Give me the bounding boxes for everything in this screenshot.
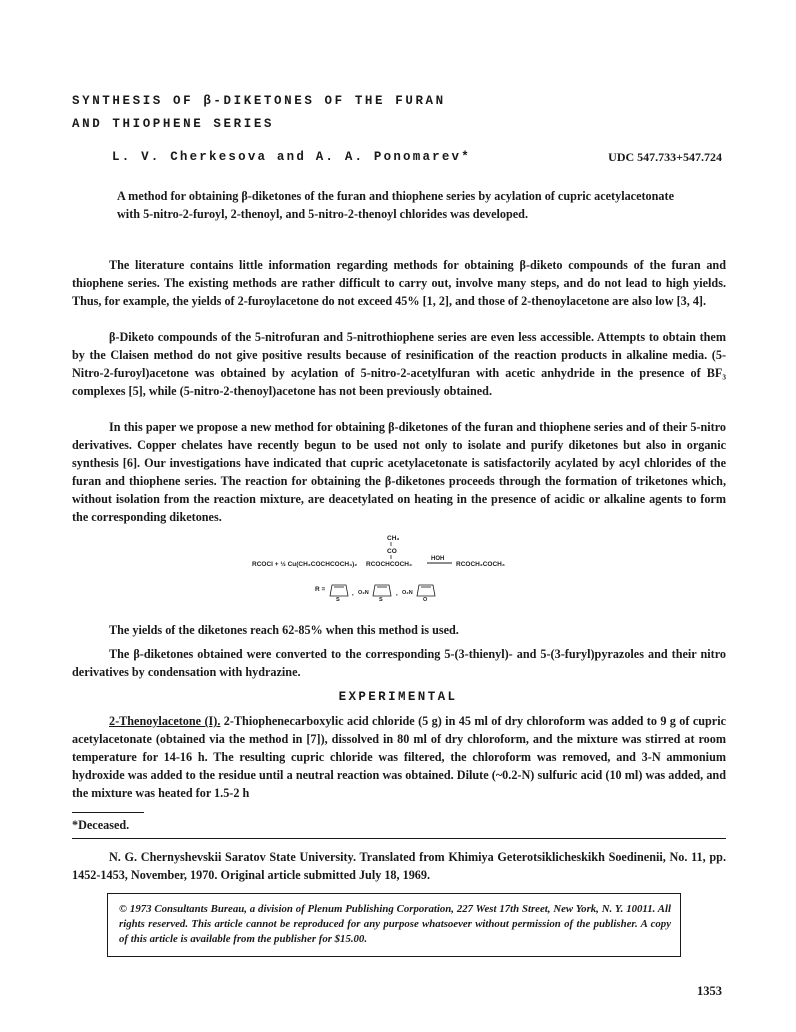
scheme-reactant: RCOCl + ½ Cu(CH₃COCHCOCH₃)₂	[252, 561, 358, 568]
affiliation-rule	[72, 838, 726, 839]
ring-o: O	[423, 597, 428, 603]
svg-text:,: ,	[352, 591, 354, 597]
paragraph-2: β-Diketo compounds of the 5-nitrofuran and 5-nitrothiophene series are even less accessible. Attempts to obtain them by the Claisen method do not give positive results because of resinification of the reaction products in alkaline media. (5-Nitro-2-furoyl)acetone was obtained by acylation of 5-nitro-2-acetylfuran with acetic anhydride in the presence of BF₃ complexes [5], while (5-nitro-2-thenoyl)acetone has not been previously obtained.	[72, 330, 726, 398]
pyrazole-text: The β-diketones obtained were converted to the corresponding 5-(3-thienyl)- and 5-(3-furyl)pyrazoles and their nitro derivatives by condensation with hydrazine.	[72, 647, 726, 679]
paragraph-1: The literature contains little information regarding methods for obtaining β-diketo compounds of the furan and thiophene series. The existing methods are rather difficult to carry out, involve many steps, and do not lead to high yields. Thus, for example, the yields of 2-furoylacetone do not exceed 45% [1, 2], and those of 2-thenoylacetone are also low [3, 4].	[72, 258, 726, 308]
footnote-rule	[72, 812, 144, 813]
scheme-ch3: CH₃	[387, 535, 400, 542]
ring-s-1: S	[336, 597, 340, 603]
reaction-scheme	[250, 528, 570, 628]
ring-s-2: S	[379, 597, 383, 603]
udc-code: UDC 547.733+547.724	[608, 150, 722, 164]
scheme-co: CO	[387, 548, 397, 555]
copyright-notice: © 1973 Consultants Bureau, a division of Plenum Publishing Corporation, 227 West 17th Street, New York, N. Y. 10011. All rights reserved. This article cannot be reproduced for any purpose whatsoever without permission of the publisher. A copy of this article is available from the publisher for $15.00.	[119, 903, 671, 945]
experimental-heading: EXPERIMENTAL	[338, 690, 458, 704]
authors: L. V. Cherkesova and A. A. Ponomarev*	[112, 150, 471, 164]
scheme-r-label: R =	[315, 586, 326, 593]
experimental-paragraph	[72, 712, 726, 802]
scheme-reagent: HOH	[431, 556, 445, 562]
footnote: *Deceased.	[72, 818, 130, 832]
o2n-1: O₂N	[358, 590, 369, 596]
experimental-body: 2-Thiophenecarboxylic acid chloride (5 g) in 45 ml of dry chloroform was added to 9 g of cupric acetylacetonate (obtained via the method in [7]), dissolved in 80 ml of dry chloroform, and the mixture was stirred at room temperature for 14-16 h. The resulting cupric chloride was filtered, the chloroform was removed, and 3-N ammonium hydroxide was added to the residue until a neutral reaction was obtained. Dilute (~0.2-N) sulfuric acid (10 ml) was added, and the mixture was heated for 1.5-2 h	[72, 714, 726, 800]
nitrofuran-ring	[417, 585, 435, 596]
compound-name: 2-Thenoylacetone (I).	[109, 714, 221, 728]
title-line-2: AND THIOPHENE SERIES	[72, 117, 275, 131]
title-line-1: SYNTHESIS OF β-DIKETONES OF THE FURAN	[72, 94, 446, 108]
nitrothiophene-ring	[373, 585, 391, 596]
scheme-intermediate: RCOCHCOCH₃	[366, 561, 412, 568]
paragraph-3: In this paper we propose a new method for obtaining β-diketones of the furan and thiophene series and of their 5-nitro derivatives. Copper chelates have recently begun to be used not only to isolate and purify diketones but also in organic synthesis [6]. Our investigations have indicated that cupric acetylacetonate is satisfactorily acylated by acyl chlorides of the furan and thiophene series. The reaction for obtaining the β-diketones proceeds through the formation of triketones which, without isolation from the reaction mixture, are deacetylated on heating in the presence of acidic or alkaline agents to form the corresponding diketones.	[72, 420, 726, 524]
o2n-2: O₂N	[402, 590, 413, 596]
page-number: 1353	[697, 984, 722, 998]
yield-text: The yields of the diketones reach 62-85% when this method is used.	[109, 623, 459, 637]
abstract: A method for obtaining β-diketones of the furan and thiophene series by acylation of cupric acetylacetonate with 5-nitro-2-furoyl, 2-thenoyl, and 5-nitro-2-thenoyl chlorides was developed.	[117, 189, 674, 221]
scheme-product: RCOCH₂COCH₃	[456, 561, 505, 568]
affiliation: N. G. Chernyshevskii Saratov State University. Translated from Khimiya Geterotsiklicheskikh Soedinenii, No. 11, pp. 1452-1453, November, 1970. Original article submitted July 18, 1969.	[72, 850, 726, 882]
thiophene-ring	[330, 585, 348, 596]
svg-text:,: ,	[396, 591, 398, 597]
